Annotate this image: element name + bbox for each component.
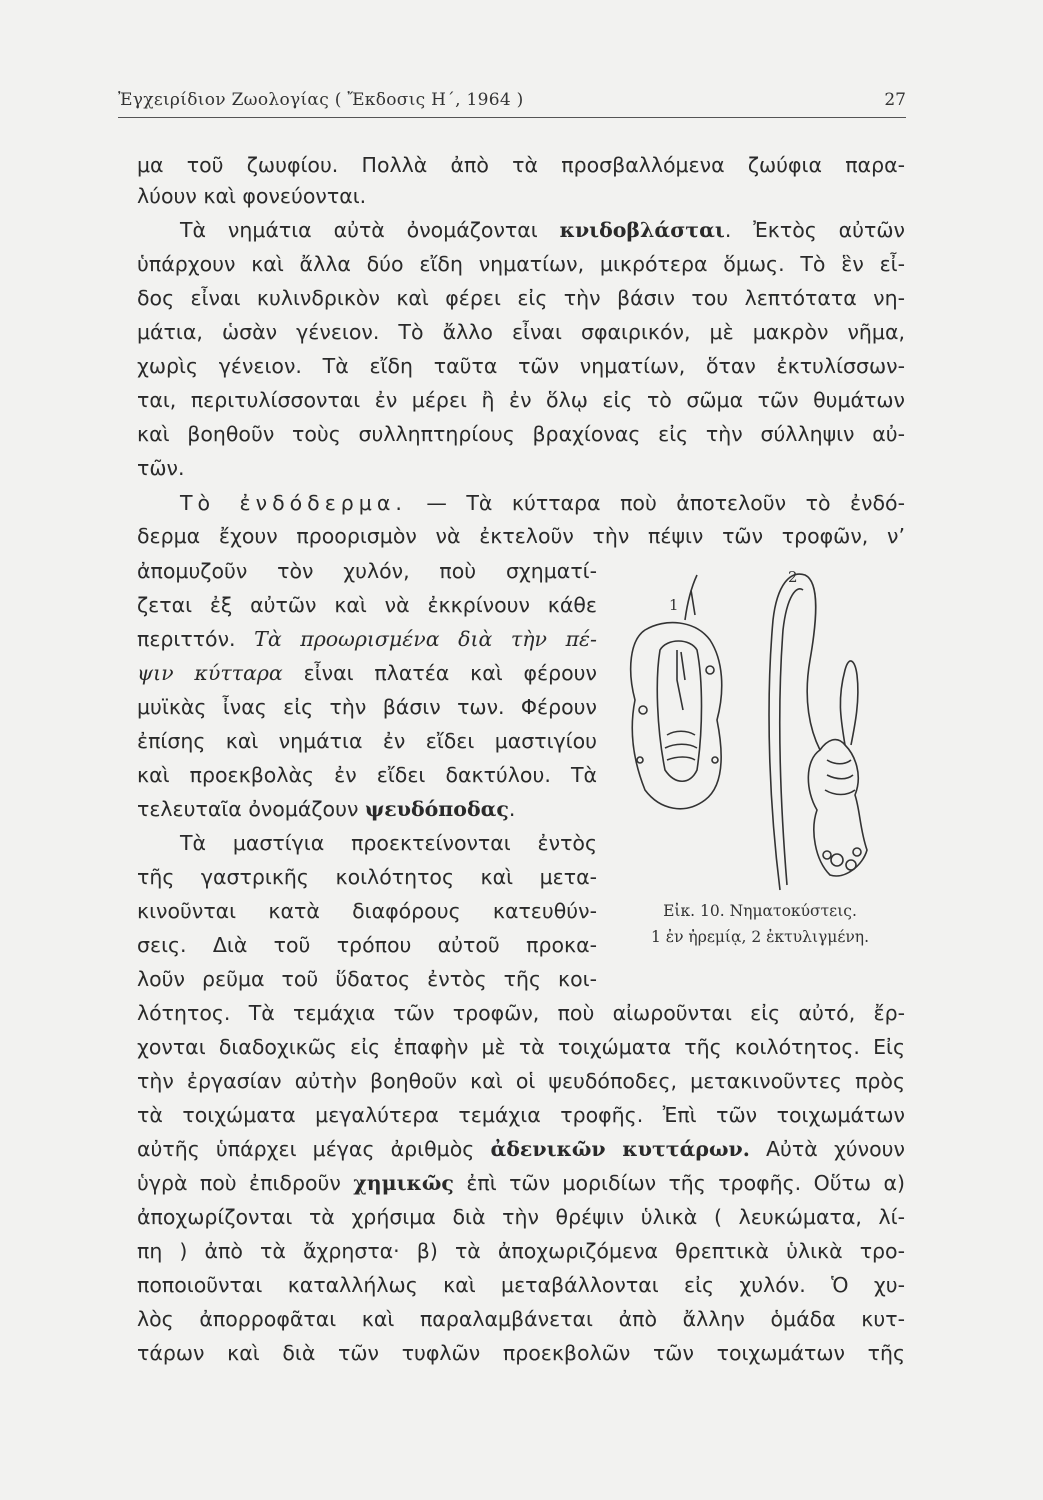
text-line: σεις. Διὰ τοῦ τρόπου αὐτοῦ προκα- <box>137 933 597 957</box>
text-line: τῆς γαστρικῆς κοιλότητος καὶ μετα- <box>137 865 597 889</box>
text-line: τάρων καὶ διὰ τῶν τυφλῶν προεκβολῶν τῶν τοιχωμάτων τῆς <box>137 1341 905 1365</box>
text-line: χονται διαδοχικῶς εἰς ἐπαφὴν μὲ τὰ τοιχώματα τῆς κοιλότητος. Εἰς <box>137 1035 905 1059</box>
term-pseudopodes: ψευδόποδας <box>364 797 509 821</box>
text-line: ἐπίσης καὶ νημάτια ἐν εἴδει μαστιγίου <box>137 729 597 753</box>
text-line: ται, περιτυλίσσονται ἐν μέρει ἢ ἐν ὅλῳ εἰς τὸ σῶμα τῶν θυμάτων <box>137 388 905 412</box>
cnidocil <box>685 575 697 620</box>
text-line: καὶ προεκβολὰς ἐν εἴδει δακτύλου. Τὰ <box>137 763 597 787</box>
figure-caption-legend: 1 ἐν ἠρεμίᾳ, 2 ἐκτυλιγμένη. <box>650 928 870 946</box>
text-line: μάτια, ὡσὰν γένειον. Τὸ ἄλλο εἶναι σφαιρικόν, μὲ μακρὸν νῆμα, <box>137 320 905 344</box>
term-knidoblastai: κνιδοβλάσται <box>559 218 725 242</box>
term-chimikos: χημικῶς <box>353 1171 454 1195</box>
text-line: πη ) ἀπὸ τὰ ἄχρηστα· β) τὰ ἀποχωριζόμενα θρεπτικὰ ὑλικὰ τρο- <box>137 1239 905 1263</box>
text-line: λύουν καὶ φονεύονται. <box>137 184 367 208</box>
running-title: Ἐγχειρίδιον Ζωολογίας ( Ἔκδοσις Η΄, 1964 ) <box>118 90 524 110</box>
figure-caption-title: Εἰκ. 10. Νηματοκύστεις. <box>663 902 857 920</box>
text-line: τῶν. <box>137 456 185 480</box>
nematocyst-illustration <box>605 560 905 900</box>
text-line: ὑγρὰ ποὺ ἐπιδροῦν χημικῶς ἐπὶ τῶν μοριδίων τῆς τροφῆς. Οὕτω α) <box>137 1171 905 1195</box>
resting-capsule <box>657 641 701 781</box>
text-line: ποποιοῦνται καταλλήλως καὶ μεταβάλλονται εἰς χυλόν. Ὁ χυ- <box>137 1273 905 1297</box>
text-line: μα τοῦ ζωυφίου. Πολλὰ ἀπὸ τὰ προσβαλλόμενα ζωύφια παρα- <box>137 153 905 177</box>
text-line: λοῦν ρεῦμα τοῦ ὕδατος ἐντὸς τῆς κοι- <box>137 967 597 991</box>
text-line: Τὰ μαστίγια προεκτείνονται ἐντὸς <box>180 831 597 855</box>
text-line: δος εἶναι κυλινδρικὸν καὶ φέρει εἰς τὴν βάσιν του λεπτότατα νη- <box>137 286 905 310</box>
text-line: καὶ βοηθοῦν τοὺς συλληπτηρίους βραχίονας εἰς τὴν σύλληψιν αὐ- <box>137 422 905 446</box>
header-rule <box>118 117 906 118</box>
term-adenika-kyttara: ἀδενικῶν κυττάρων. <box>490 1137 750 1161</box>
text-line: χωρὶς γένειον. Τὰ εἴδη ταῦτα τῶν νηματίων, ὅταν ἐκτυλίσσων- <box>137 354 905 378</box>
everted-tube <box>840 661 858 745</box>
text-line: λότητος. Τὰ τεμάχια τῶν τροφῶν, ποὺ αἰωροῦνται εἰς αὐτό, ἔρ- <box>137 1001 905 1025</box>
page-header <box>118 88 906 114</box>
text-line: ψιν κύτταρα εἶναι πλατέα καὶ φέρουν <box>137 661 597 685</box>
text-line: τὰ τοιχώματα μεγαλύτερα τεμάχια τροφῆς. Ἐπὶ τῶν τοιχωμάτων <box>137 1103 905 1127</box>
figure-label-2: 2 <box>788 568 798 586</box>
section-title: Τὸ ἐνδόδερμα. <box>180 491 407 515</box>
text-line: αὐτῆς ὑπάρχει μέγας ἀριθμὸς ἀδενικῶν κυττάρων. Αὐτὰ χύνουν <box>137 1137 905 1161</box>
section-heading-line: Τὸ ἐνδόδερμα. — Τὰ κύτταρα ποὺ ἀποτελοῦν τὸ ἐνδό- <box>180 491 905 515</box>
page-number: 27 <box>884 90 906 110</box>
figure-nematocysts <box>605 560 905 900</box>
text-line: δερμα ἔχουν προορισμὸν νὰ ἐκτελοῦν τὴν πέψιν τῶν τροφῶν, ν’ <box>137 524 905 548</box>
text-line: τελευταῖα ὀνομάζουν ψευδόποδας. <box>137 797 516 821</box>
text-line: Τὰ νημάτια αὐτὰ ὀνομάζονται κνιδοβλάσται. Ἐκτὸς αὐτῶν <box>180 218 905 242</box>
text-line: ἀποχωρίζονται τὰ χρήσιμα διὰ τὴν θρέψιν ὑλικὰ ( λευκώματα, λί- <box>137 1205 905 1229</box>
text-line: ζεται ἐξ αὐτῶν καὶ νὰ ἐκκρίνουν κάθε <box>137 593 597 617</box>
text-line: περιττόν. Τὰ προωρισμένα διὰ τὴν πέ- <box>137 627 597 651</box>
text-line: ὑπάρχουν καὶ ἄλλα δύο εἴδη νηματίων, μικρότερα ὅμως. Τὸ ἓν εἶ- <box>137 252 905 276</box>
discharged-thread <box>769 574 820 890</box>
text-line: λὸς ἀπορροφᾶται καὶ παραλαμβάνεται ἀπὸ ἄλλην ὁμάδα κυτ- <box>137 1307 905 1331</box>
text-line: μυϊκὰς ἶνας εἰς τὴν βάσιν των. Φέρουν <box>137 695 597 719</box>
figure-label-1: 1 <box>669 596 679 614</box>
text-line: κινοῦνται κατὰ διαφόρους κατευθύν- <box>137 899 597 923</box>
text-line: τὴν ἐργασίαν αὐτὴν βοηθοῦν καὶ οἱ ψευδόποδες, μετακινοῦντες πρὸς <box>137 1069 905 1093</box>
text-line: ἀπομυζοῦν τὸν χυλόν, ποὺ σχηματί- <box>137 559 597 583</box>
